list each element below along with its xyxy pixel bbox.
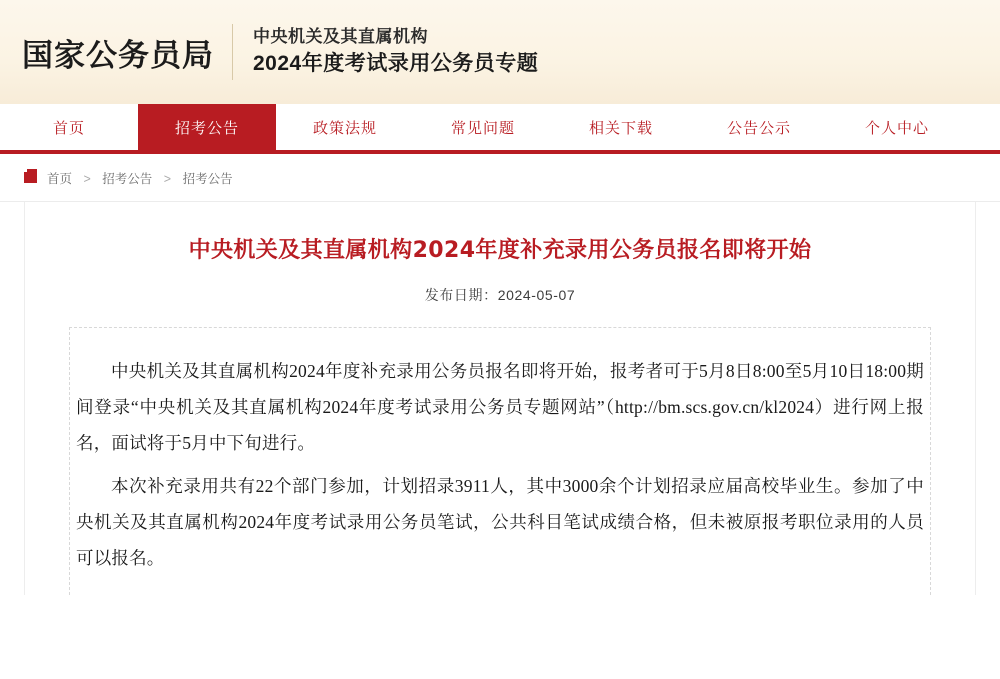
header-title-block	[253, 26, 538, 79]
article-date-label: 发布日期：	[424, 286, 498, 303]
breadcrumb-separator: >	[83, 171, 91, 186]
nav-item-announcements[interactable]: 招考公告	[138, 104, 276, 150]
breadcrumb-item-0[interactable]: 首页	[47, 171, 73, 186]
nav-item-faq[interactable]: 常见问题	[450, 119, 515, 137]
header-divider	[232, 24, 233, 80]
article-paragraph: 本次补充录用共有22个部门参加，计划招录3911人，其中3000余个计划招录应届高校毕业生。参加了中央机关及其直属机构2024年度考试录用公务员笔试，公共科目笔试成绩合格，但未被原报考职位录用的人员可以报名。	[76, 476, 924, 569]
site-header	[0, 0, 1000, 104]
main-nav	[0, 104, 1000, 154]
home-marker-icon	[24, 172, 37, 183]
article-date	[69, 285, 931, 305]
nav-item-notices[interactable]: 公告公示	[726, 119, 791, 137]
nav-item-personal-center[interactable]: 个人中心	[864, 119, 929, 137]
breadcrumb	[0, 154, 1000, 202]
breadcrumb-item-1[interactable]: 招考公告	[102, 171, 153, 186]
article-card	[24, 202, 976, 595]
breadcrumb-separator: >	[163, 171, 172, 186]
content-wrapper	[0, 202, 1000, 595]
nav-item-home[interactable]: 首页	[52, 119, 85, 137]
nav-item-policies[interactable]: 政策法规	[312, 119, 377, 137]
header-subtitle: 中央机关及其直属机构	[253, 26, 428, 46]
article-title: 中央机关及其直属机构2024年度补充录用公务员报名即将开始	[188, 238, 812, 263]
nav-item-downloads[interactable]: 相关下载	[588, 119, 653, 137]
page-title: 2024年度考试录用公务员专题	[253, 52, 539, 76]
site-brand: 国家公务员局	[22, 37, 214, 74]
article-date-value: 2024-05-07	[497, 286, 576, 303]
article-paragraph: 中央机关及其直属机构2024年度补充录用公务员报名即将开始，报考者可于5月8日8:00至5月10日18:00期间登录“中央机关及其直属机构2024年度考试录用公务员专题网站”（http://bm.scs.gov.cn/kl2024）进行网上报名，面试将于5月中下旬进行。	[76, 360, 924, 453]
breadcrumb-trail	[47, 169, 233, 187]
breadcrumb-item-2[interactable]: 招考公告	[182, 171, 233, 186]
article-body	[69, 327, 931, 595]
